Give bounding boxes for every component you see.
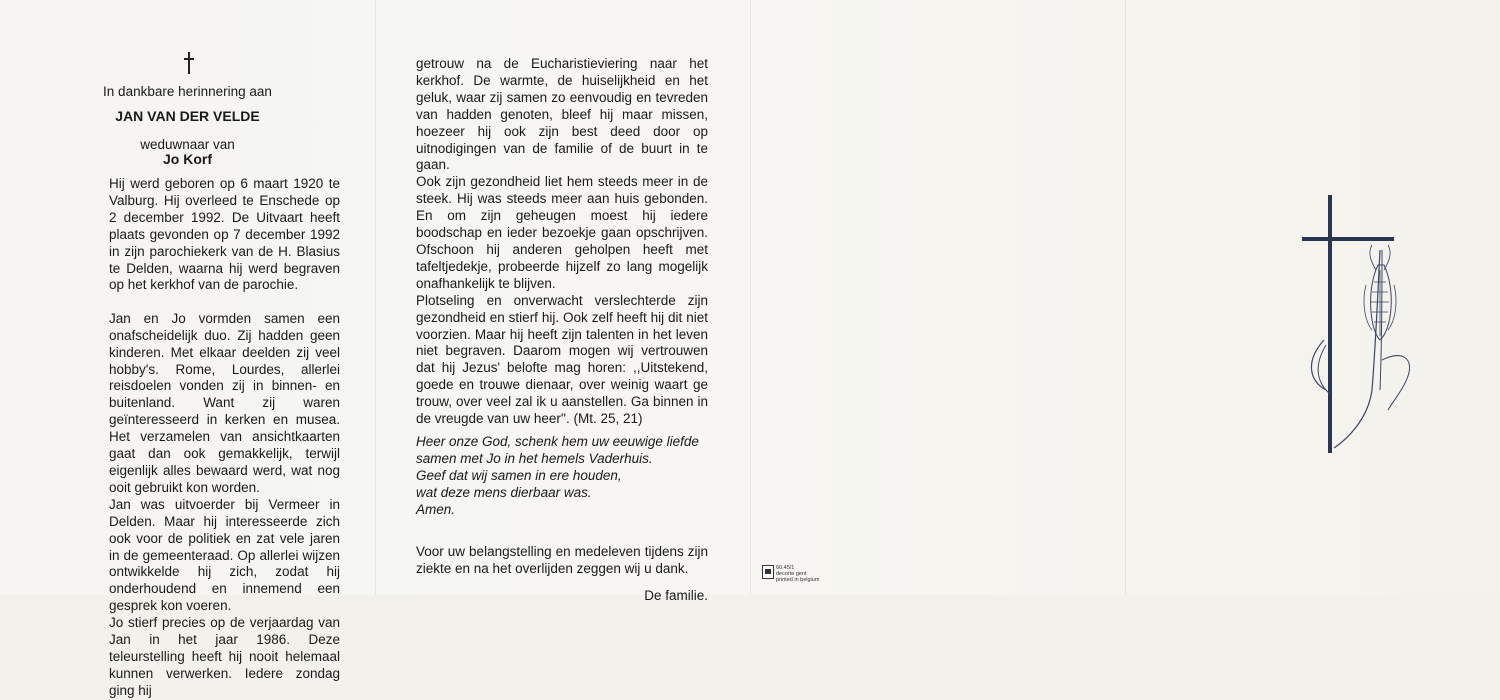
biography-left — [109, 176, 340, 700]
thanks-text: Voor uw belangstelling en medeleven tijdens zijn ziekte en na het overlijden zeggen wij u dank. — [416, 544, 708, 577]
paragraph-scripture: Plotseling en onverwacht verslechterde zijn gezondheid en stierf hij. Ook zelf heeft hij dit niet voorzien. Maar hij heeft zijn talenten in het leven niet begraven. Daarom mogen wij vertrouwen dat hij Jezus' belofte mag horen: ,,Uitstekend, goede en trouwe dienaar, over weinig waart ge trouw, over veel zal ik u aanstellen. Ga binnen in de vreugde van uw heer''. (Mt. 25, 21) — [416, 292, 708, 427]
prayer — [416, 434, 708, 519]
prayer-line: wat deze mens dierbaar was. — [416, 484, 592, 500]
panel-left — [0, 0, 375, 698]
dedication-header: In dankbare herinnering aan — [103, 84, 272, 99]
signoff: De familie. — [644, 588, 708, 604]
paragraph-career: Jan was uitvoerder bij Vermeer in Delden. Maar hij interesseerde zich ook voor de politiek en zat vele jaren in de gemeenteraad. Op allerlei wijzen ontwikkelde hij zich, zodat hij onderhoudend en innemend een gesprek kon voeren. — [109, 496, 340, 614]
paragraph-couple: Jan en Jo vormden samen een onafscheidelijk duo. Zij hadden geen kinderen. Met elkaar deelden zij veel hobby's. Rome, Lourdes, allerlei reisdoelen vonden zij in binnen- en buitenland. Want zij waren geïnteresseerd in kerken en musea. Het verzamelen van ansichtkaarten gaat dan ook gemakkelijk, terwijl eigenlijk alles bewaard werd, wat nog ooit gebruikt kon worden. — [109, 310, 340, 495]
paragraph-cemetery: getrouw na de Eucharistieviering naar het kerkhof. De warmte, de huiselijkheid en het geluk, waar zij samen zo eenvoudig en tevreden van hadden genoten, bleef hij maar missen, hoezeer hij ook zijn best deed door op uitnodigingen van de familie of de buurt in te gaan. — [416, 56, 708, 173]
prayer-line: Amen. — [416, 501, 456, 517]
paragraph-health: Ook zijn gezondheid liet hem steeds meer in de steek. Hij was steeds meer aan huis gebonden. En om zijn geheugen moest hij iedere boodschap en ieder bezoekje gaan opschrijven. Ofschoon hij anderen geholpen heeft met tafeltjedekje, probeerde hijzelf zo lang mogelijk onafhankelijk te blijven. — [416, 174, 708, 291]
paragraph-birth-death: Hij werd geboren op 6 maart 1920 te Valburg. Hij overleed te Enschede op 2 december 1992. De Uitvaart heeft plaats gevonden op 7 december 1992 in zijn parochiekerk van de H. Blasius te Delden, waarna hij werd begraven op het kerkhof van de parochie. — [109, 176, 340, 293]
printer-code: 60.45/1 — [776, 565, 795, 571]
prayer-line: Heer onze God, schenk hem uw eeuwige liefde — [416, 433, 699, 449]
prayer-line: samen met Jo in het hemels Vaderhuis. — [416, 450, 653, 466]
panel-blank — [751, 0, 1125, 595]
deceased-name: JAN VAN DER VELDE — [115, 108, 260, 124]
biography-right — [416, 56, 708, 605]
relation-text: weduwnaar van — [140, 137, 235, 152]
paragraph-loss: Jo stierf precies op de verjaardag van Jan in het jaar 1986. Deze teleurstelling heeft hij nooit helemaal kunnen verwerken. Iedere zondag ging hij — [109, 615, 340, 698]
printer-note: printed in belgium — [776, 577, 820, 583]
cross-with-wheat-icon — [1296, 190, 1426, 470]
spouse-name: Jo Korf — [163, 151, 212, 167]
cross-icon — [184, 52, 194, 74]
printer-name: decorte gent — [776, 571, 807, 577]
prayer-line: Geef dat wij samen in ere houden, — [416, 467, 622, 483]
